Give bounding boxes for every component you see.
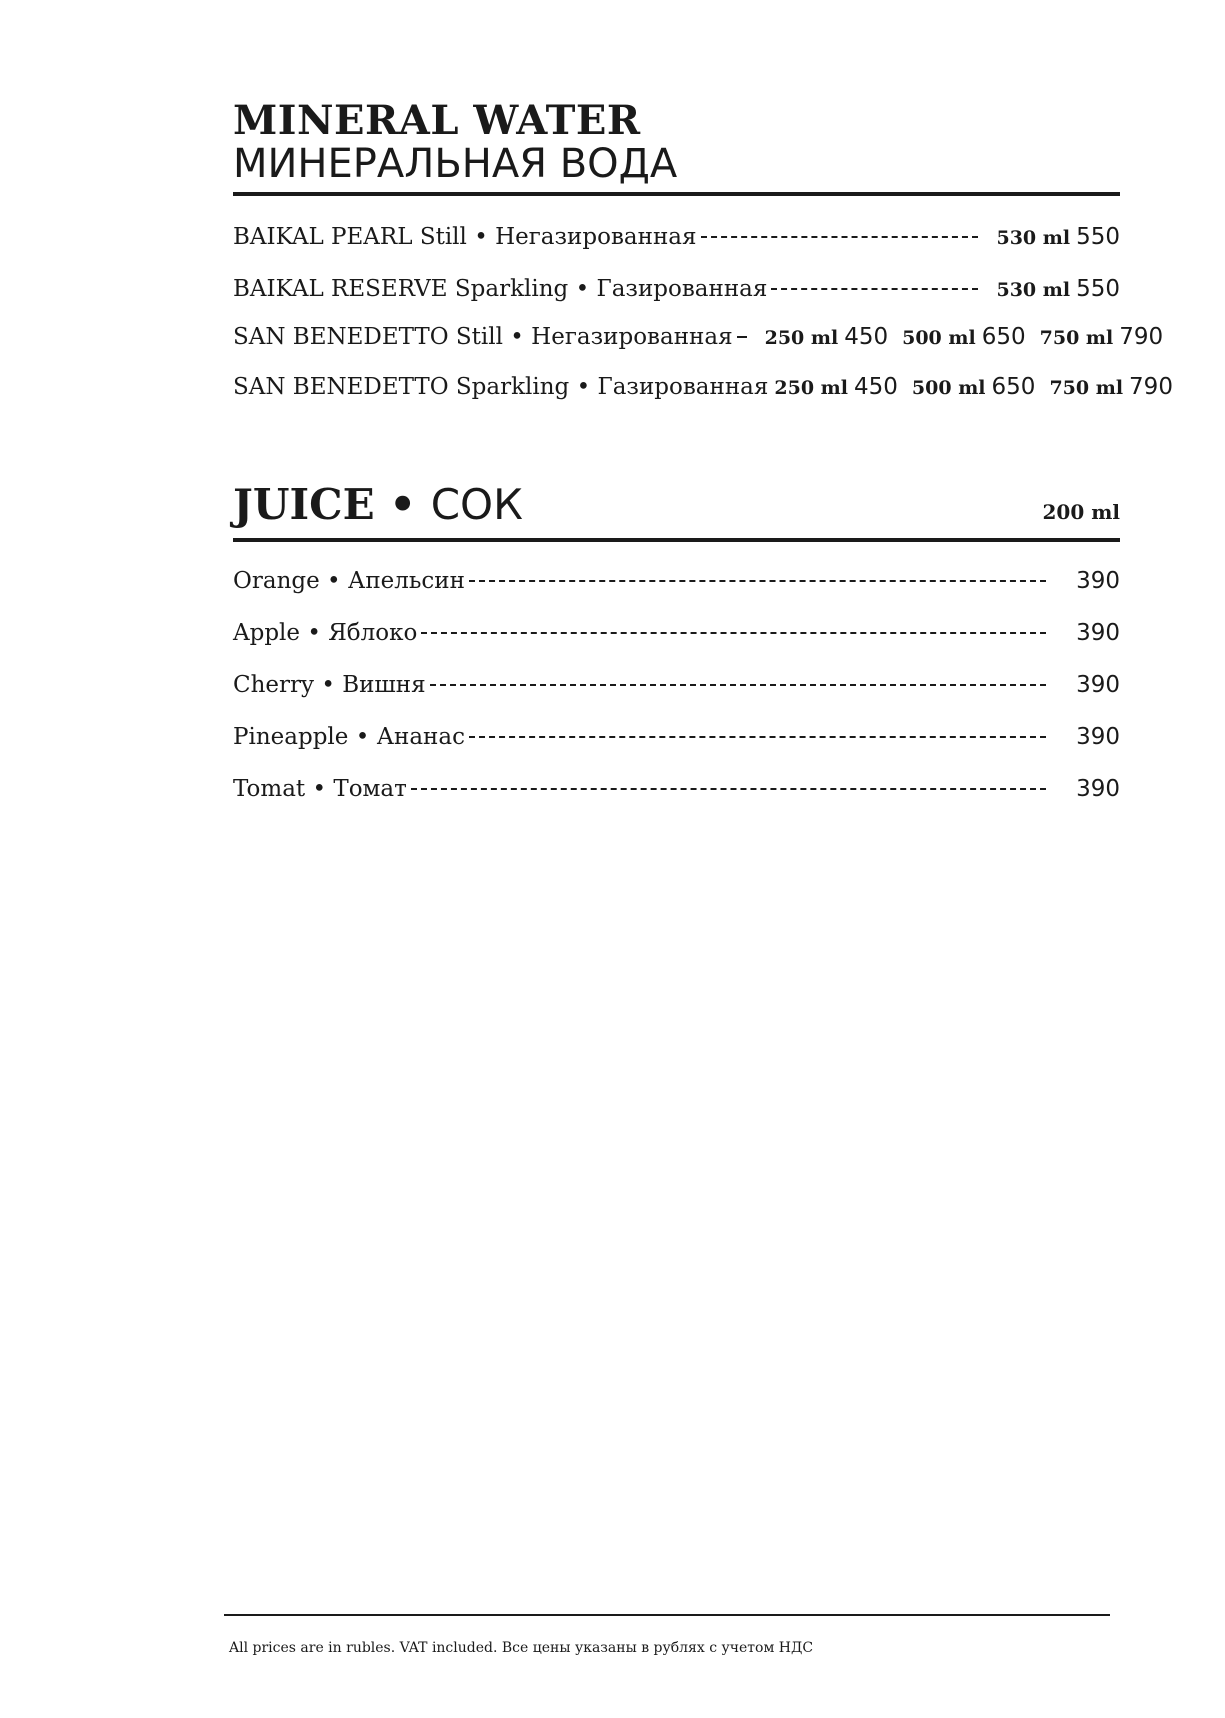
item-name: Apple • Яблоко — [233, 620, 418, 646]
dot-leader — [421, 632, 1046, 634]
juice-volume: 200 ml — [1042, 500, 1120, 524]
item-name: SAN BENEDETTO Sparkling • Газированная — [233, 374, 769, 400]
item-price: 550 — [1076, 276, 1120, 302]
menu-item — [233, 374, 1173, 406]
item-price: 390 — [1076, 620, 1120, 646]
item-price: 390 — [1076, 568, 1120, 594]
mineral-water-title: MINERAL WATER — [233, 97, 641, 144]
footer-rule — [224, 1614, 1110, 1616]
item-volume: 500 ml — [902, 327, 976, 349]
item-volume: 750 ml — [1049, 377, 1124, 399]
juice-rule — [233, 538, 1120, 542]
item-name: BAIKAL RESERVE Sparkling • Газированная — [233, 276, 768, 302]
item-price: 790 — [1129, 374, 1173, 400]
menu-item — [233, 724, 1120, 756]
item-volume: 500 ml — [911, 377, 986, 399]
juice-title-ru: СОК — [430, 480, 523, 529]
mineral-water-title-ru: МИНЕРАЛЬНАЯ ВОДА — [233, 141, 678, 187]
item-volume: 250 ml — [764, 327, 839, 349]
item-price: 390 — [1076, 724, 1120, 750]
item-name: Cherry • Вишня — [233, 672, 426, 698]
menu-item — [233, 568, 1120, 600]
item-price: 550 — [1076, 224, 1120, 250]
item-name: Tomat • Томат — [233, 776, 407, 802]
item-volume: 250 ml — [774, 377, 849, 399]
item-price: 450 — [854, 374, 898, 400]
mineral-water-header — [233, 97, 1120, 187]
juice-title: JUICE — [233, 480, 375, 529]
menu-item — [233, 620, 1120, 652]
menu-item — [233, 672, 1120, 704]
item-name: Orange • Апельсин — [233, 568, 465, 594]
item-volume: 530 ml — [996, 227, 1071, 249]
item-price: 650 — [991, 374, 1036, 400]
dot-leader — [411, 788, 1046, 790]
item-volume: 530 ml — [996, 279, 1071, 301]
item-price: 390 — [1076, 776, 1120, 802]
dot-leader — [701, 236, 979, 238]
dot-leader — [737, 336, 747, 338]
item-price: 450 — [844, 324, 889, 350]
item-price: 650 — [981, 324, 1026, 350]
menu-item — [233, 324, 1164, 356]
item-volume: 750 ml — [1039, 327, 1114, 349]
item-name: SAN BENEDETTO Still • Негазированная — [233, 324, 733, 350]
item-name: BAIKAL PEARL Still • Негазированная — [233, 224, 697, 250]
dot-leader — [469, 736, 1046, 738]
dot-leader — [771, 288, 978, 290]
dot-leader — [469, 580, 1046, 582]
juice-header — [233, 480, 1120, 530]
menu-item — [233, 224, 1120, 256]
footer-note: All prices are in rubles. VAT included. Все цены указаны в рублях с учетом НДС — [229, 1640, 814, 1656]
juice-title-separator: • — [374, 480, 431, 529]
item-price: 390 — [1076, 672, 1120, 698]
mineral-water-rule — [233, 192, 1120, 196]
item-price: 790 — [1119, 324, 1164, 350]
dot-leader — [430, 684, 1046, 686]
item-name: Pineapple • Ананас — [233, 724, 465, 750]
menu-item — [233, 776, 1120, 808]
menu-item — [233, 276, 1120, 308]
